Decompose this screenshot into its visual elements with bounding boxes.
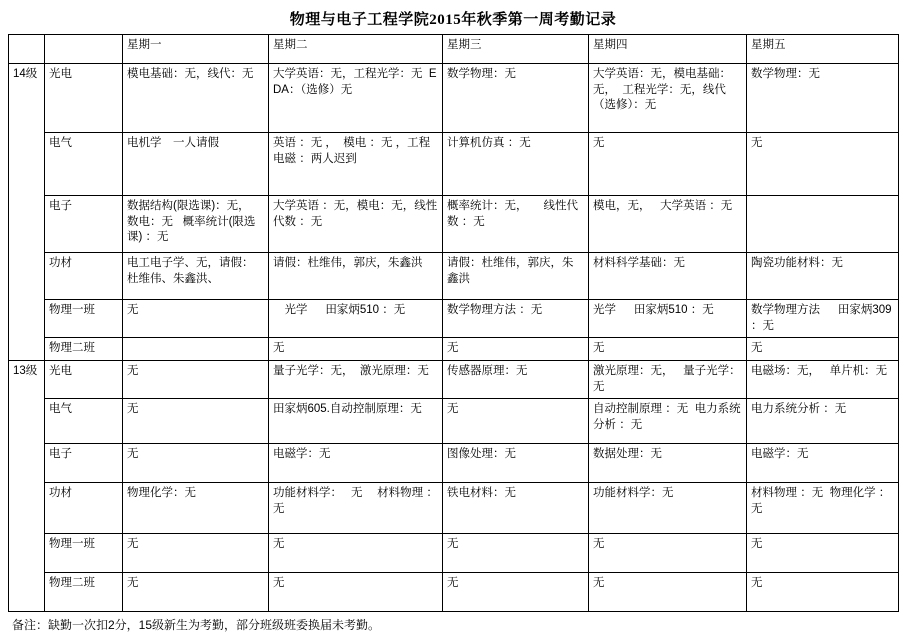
grade-label-14: 14级 (9, 64, 45, 361)
cell-wednesday: 无 (443, 534, 589, 573)
table-row (9, 361, 899, 399)
major-label: 物理二班 (45, 573, 123, 612)
major-label: 物理一班 (45, 300, 123, 338)
cell-tuesday: 请假：杜维伟，郭庆，朱鑫洪 (269, 253, 443, 300)
cell-monday: 无 (123, 534, 269, 573)
cell-tuesday: 无 (269, 534, 443, 573)
cell-friday: 无 (747, 534, 899, 573)
major-label: 电子 (45, 444, 123, 483)
cell-monday: 模电基础：无，线代：无 (123, 64, 269, 133)
cell-monday: 无 (123, 399, 269, 444)
header-grade-cell (9, 35, 45, 64)
cell-friday: 数学物理：无 (747, 64, 899, 133)
table-header (9, 35, 899, 64)
table-row (9, 534, 899, 573)
table-row (9, 64, 899, 133)
major-label: 物理二班 (45, 338, 123, 361)
cell-thursday: 无 (589, 573, 747, 612)
attendance-table (8, 34, 899, 612)
cell-tuesday: 英语 ：无 ， 模电 ：无 ，工程电磁 ：两人迟到 (269, 133, 443, 196)
cell-friday: 电磁学：无 (747, 444, 899, 483)
cell-monday: 无 (123, 361, 269, 399)
cell-monday: 物理化学：无 (123, 483, 269, 534)
cell-wednesday: 无 (443, 338, 589, 361)
cell-thursday: 模电，无， 大学英语 ：无 (589, 196, 747, 253)
header-major-cell (45, 35, 123, 64)
cell-friday: 无 (747, 338, 899, 361)
cell-monday: 数据结构(限选课)：无， 数电：无 概率统计(限选课) ：无 (123, 196, 269, 253)
cell-wednesday: 无 (443, 573, 589, 612)
cell-thursday: 大学英语：无，模电基础：无， 工程光学：无，线代（选修）：无 (589, 64, 747, 133)
cell-wednesday: 数学物理方法 ：无 (443, 300, 589, 338)
cell-wednesday: 请假：杜维伟，郭庆，朱鑫洪 (443, 253, 589, 300)
cell-monday: 无 (123, 444, 269, 483)
cell-tuesday: 大学英语 ：无，模电：无，线性代数 ：无 (269, 196, 443, 253)
cell-monday: 无 (123, 573, 269, 612)
cell-friday: 陶瓷功能材料：无 (747, 253, 899, 300)
cell-tuesday: 无 (269, 338, 443, 361)
cell-friday: 电力系统分析 ：无 (747, 399, 899, 444)
column-header-tuesday: 星期二 (269, 35, 443, 64)
table-row (9, 338, 899, 361)
footnote-text: 备注：缺勤一次扣2分，15级新生为考勤，部分班级班委换届未考勤。 (12, 618, 381, 633)
cell-tuesday: 大学英语：无，工程光学：无 EDA：（选修）无 (269, 64, 443, 133)
cell-tuesday: 光学 田家炳510 ：无 (269, 300, 443, 338)
major-label: 光电 (45, 361, 123, 399)
cell-thursday: 材料科学基础：无 (589, 253, 747, 300)
table-row (9, 196, 899, 253)
table-row (9, 399, 899, 444)
cell-tuesday: 功能材料学： 无 材料物理 ：无 (269, 483, 443, 534)
major-label: 物理一班 (45, 534, 123, 573)
column-header-friday: 星期五 (747, 35, 899, 64)
cell-thursday: 无 (589, 133, 747, 196)
major-label: 电气 (45, 399, 123, 444)
cell-friday: 数学物理方法 田家炳309 ：无 (747, 300, 899, 338)
cell-monday: 无 (123, 300, 269, 338)
major-label: 功材 (45, 483, 123, 534)
major-label: 光电 (45, 64, 123, 133)
cell-monday: 电工电子学、无，请假：杜维伟、朱鑫洪、 (123, 253, 269, 300)
table-row (9, 483, 899, 534)
cell-tuesday: 田家炳605.自动控制原理：无 (269, 399, 443, 444)
cell-friday: 材料物理 ：无 物理化学 ：无 (747, 483, 899, 534)
major-label: 电气 (45, 133, 123, 196)
column-header-monday: 星期一 (123, 35, 269, 64)
table-row (9, 300, 899, 338)
cell-wednesday: 铁电材料：无 (443, 483, 589, 534)
cell-tuesday: 电磁学：无 (269, 444, 443, 483)
cell-tuesday: 量子光学：无， 激光原理：无 (269, 361, 443, 399)
cell-friday: 电磁场：无， 单片机：无 (747, 361, 899, 399)
column-header-wednesday: 星期三 (443, 35, 589, 64)
cell-monday (123, 338, 269, 361)
table-header-row (9, 35, 899, 64)
major-label: 功材 (45, 253, 123, 300)
cell-thursday: 激光原理：无， 量子光学：无 (589, 361, 747, 399)
cell-thursday: 功能材料学：无 (589, 483, 747, 534)
cell-wednesday: 传感器原理：无 (443, 361, 589, 399)
table-row (9, 444, 899, 483)
cell-thursday: 数据处理：无 (589, 444, 747, 483)
cell-wednesday: 计算机仿真 ：无 (443, 133, 589, 196)
table-row (9, 573, 899, 612)
cell-friday: 无 (747, 573, 899, 612)
cell-monday: 电机学 一人请假 (123, 133, 269, 196)
table-row (9, 133, 899, 196)
table-row (9, 253, 899, 300)
cell-thursday: 自动控制原理 ：无 电力系统分析 ：无 (589, 399, 747, 444)
cell-wednesday: 图像处理：无 (443, 444, 589, 483)
cell-wednesday: 概率统计：无， 线性代数 ：无 (443, 196, 589, 253)
table-body (9, 64, 899, 612)
major-label: 电子 (45, 196, 123, 253)
cell-thursday: 无 (589, 534, 747, 573)
cell-thursday: 无 (589, 338, 747, 361)
cell-thursday: 光学 田家炳510 ：无 (589, 300, 747, 338)
grade-label-13: 13级 (9, 361, 45, 612)
cell-wednesday: 无 (443, 399, 589, 444)
cell-wednesday: 数学物理：无 (443, 64, 589, 133)
column-header-thursday: 星期四 (589, 35, 747, 64)
page-title: 物理与电子工程学院2015年秋季第一周考勤记录 (289, 12, 617, 28)
cell-friday (747, 196, 899, 253)
cell-friday: 无 (747, 133, 899, 196)
cell-tuesday: 无 (269, 573, 443, 612)
